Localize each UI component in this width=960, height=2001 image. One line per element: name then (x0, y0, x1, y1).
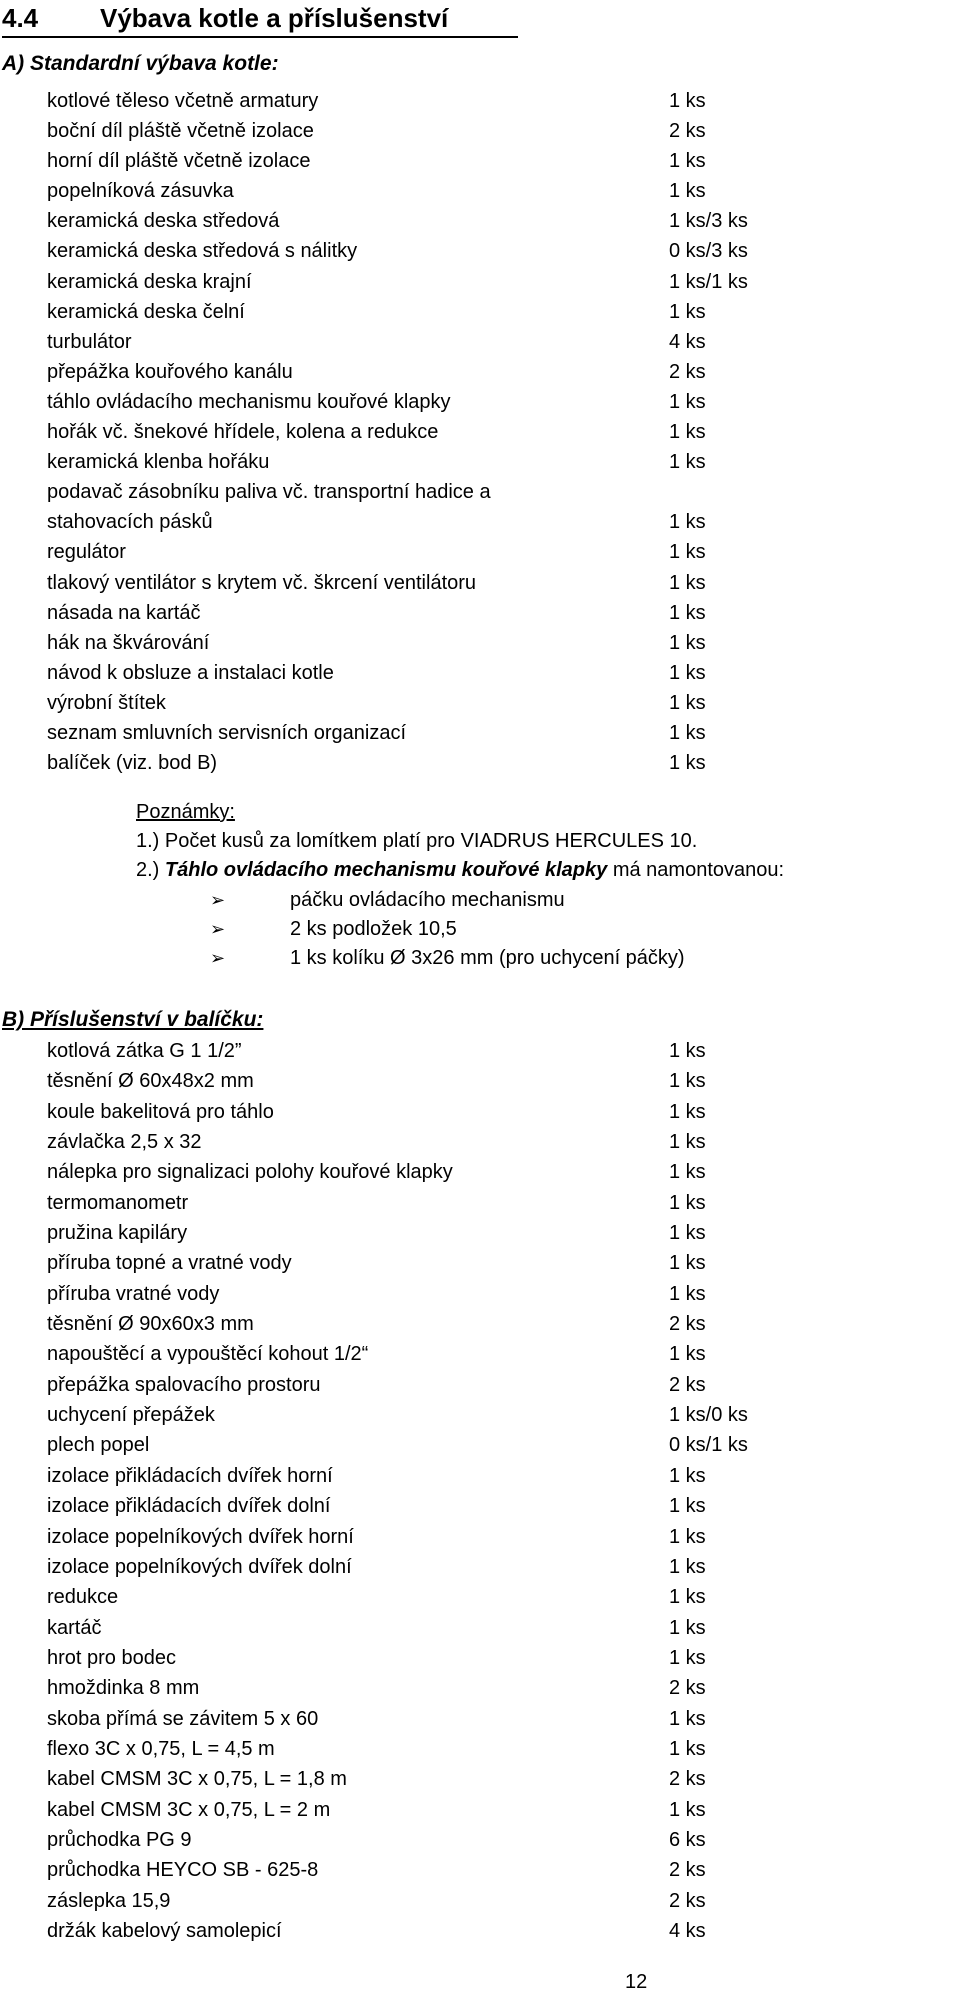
item-quantity: 1 ks/3 ks (669, 210, 748, 233)
item-quantity: 1 ks (669, 451, 706, 474)
item-quantity: 1 ks (669, 1191, 706, 1214)
list-item (0, 1188, 960, 1218)
list-item (0, 1734, 960, 1764)
note-2-suffix: má namontovanou: (607, 859, 785, 881)
item-name: keramická klenba hořáku (47, 451, 270, 474)
list-item (0, 327, 960, 357)
item-quantity: 1 ks (669, 1131, 706, 1154)
list-item (0, 1795, 960, 1825)
item-name: izolace přikládacích dvířek horní (47, 1464, 333, 1487)
item-quantity: 1 ks (669, 1464, 706, 1487)
item-name: flexo 3C x 0,75, L = 4,5 m (47, 1737, 275, 1760)
list-item (0, 628, 960, 658)
list-item (0, 688, 960, 718)
list-item (0, 1218, 960, 1248)
item-name: přepážka spalovacího prostoru (47, 1373, 321, 1396)
list-item (0, 176, 960, 206)
item-quantity: 2 ks (669, 360, 706, 383)
item-name: hořák vč. šnekové hřídele, kolena a redukce (47, 421, 439, 444)
item-quantity: 1 ks (669, 390, 706, 413)
section-b-list (0, 1036, 960, 1946)
item-name: napouštěcí a vypouštěcí kohout 1/2“ (47, 1343, 369, 1366)
item-name: seznam smluvních servisních organizací (47, 721, 407, 744)
list-item (0, 718, 960, 748)
item-quantity: 1 ks (669, 541, 706, 564)
list-item (0, 1582, 960, 1612)
item-quantity: 1 ks (669, 1222, 706, 1245)
item-name: hrot pro bodec (47, 1646, 176, 1669)
item-name: příruba vratné vody (47, 1282, 220, 1305)
item-name: plech popel (47, 1434, 150, 1457)
list-item (0, 1157, 960, 1187)
item-quantity: 1 ks (669, 1161, 706, 1184)
item-quantity: 2 ks (669, 1373, 706, 1396)
item-name: těsnění Ø 60x48x2 mm (47, 1070, 254, 1093)
item-quantity: 4 ks (669, 330, 706, 353)
item-name: termomanometr (47, 1191, 189, 1214)
item-name: návod k obsluze a instalaci kotle (47, 661, 334, 684)
item-quantity: 1 ks (669, 1100, 706, 1123)
note-bullet (210, 915, 457, 943)
note-2-prefix: 2.) (136, 859, 165, 881)
item-name: průchodka HEYCO SB - 625-8 (47, 1859, 319, 1882)
list-item (0, 417, 960, 447)
list-item (0, 1552, 960, 1582)
item-quantity: 1 ks (669, 1282, 706, 1305)
item-name: popelníková zásuvka (47, 180, 234, 203)
item-name: keramická deska středová (47, 210, 280, 233)
item-name: kartáč (47, 1616, 102, 1639)
list-item (0, 387, 960, 417)
item-quantity: 1 ks (669, 1798, 706, 1821)
item-quantity: 1 ks (669, 1707, 706, 1730)
section-a-list (0, 86, 960, 778)
note-bullet (210, 886, 565, 914)
list-item (0, 206, 960, 236)
note-1: 1.) Počet kusů za lomítkem platí pro VIADRUS HERCULES 10. (136, 830, 698, 852)
item-quantity: 1 ks (669, 1586, 706, 1609)
note-bullet-text: 1 ks kolíku Ø 3x26 mm (pro uchycení páčky) (290, 947, 685, 969)
heading-title: Výbava kotle a příslušenství (100, 3, 449, 33)
list-item (0, 1036, 960, 1066)
item-name: tlakový ventilátor s krytem vč. škrcení ventilátoru (47, 571, 477, 594)
item-name: kotlové těleso včetně armatury (47, 90, 319, 112)
page-number: 12 (625, 1971, 648, 1993)
item-quantity: 2 ks (669, 1859, 706, 1882)
item-quantity: 2 ks (669, 1768, 706, 1791)
list-item (0, 748, 960, 778)
list-item (0, 1886, 960, 1916)
section-heading (2, 0, 518, 38)
list-item (0, 1339, 960, 1369)
section-b-title: B) Příslušenství v balíčku: (2, 1008, 264, 1031)
item-name: pružina kapiláry (47, 1222, 188, 1245)
item-quantity: 0 ks/1 ks (669, 1434, 748, 1457)
item-quantity: 1 ks (669, 1040, 706, 1062)
list-item (0, 1066, 960, 1096)
section-a-title: A) Standardní výbava kotle: (2, 52, 279, 75)
list-item (0, 1916, 960, 1946)
item-name: koule bakelitová pro táhlo (47, 1100, 274, 1123)
item-name: boční díl pláště včetně izolace (47, 120, 314, 143)
item-name: příruba topné a vratné vody (47, 1252, 292, 1275)
list-item (0, 1279, 960, 1309)
item-quantity: 1 ks (669, 150, 706, 173)
item-quantity: 0 ks/3 ks (669, 240, 748, 263)
list-item (0, 297, 960, 327)
item-quantity: 1 ks (669, 421, 706, 444)
item-quantity: 1 ks (669, 691, 706, 714)
item-quantity: 1 ks (669, 571, 706, 594)
item-name: redukce (47, 1586, 119, 1609)
item-name: keramická deska středová s nálitky (47, 240, 358, 263)
list-item (0, 1097, 960, 1127)
item-name: kabel CMSM 3C x 0,75, L = 2 m (47, 1798, 331, 1821)
item-quantity: 1 ks (669, 1343, 706, 1366)
item-quantity: 1 ks (669, 1555, 706, 1578)
item-name: kotlová zátka G 1 1/2” (47, 1040, 242, 1062)
item-name: uchycení přepážek (47, 1404, 215, 1427)
list-item (0, 1430, 960, 1460)
item-quantity: 1 ks (669, 631, 706, 654)
item-quantity: 1 ks (669, 1737, 706, 1760)
item-name: izolace popelníkových dvířek dolní (47, 1555, 352, 1578)
list-item (0, 1248, 960, 1278)
item-quantity: 1 ks (669, 721, 706, 744)
list-item (0, 357, 960, 387)
item-quantity: 2 ks (669, 120, 706, 143)
list-item (0, 1127, 960, 1157)
note-bullet-text: páčku ovládacího mechanismu (290, 889, 565, 911)
item-name: podavač zásobníku paliva vč. transportní hadice a (47, 481, 491, 504)
list-item (0, 1613, 960, 1643)
note-bullet (210, 944, 685, 972)
note-2-emphasis: Táhlo ovládacího mechanismu kouřové klapky (164, 859, 608, 881)
item-quantity: 1 ks (669, 1525, 706, 1548)
list-item (0, 1370, 960, 1400)
item-quantity: 1 ks/1 ks (669, 270, 748, 293)
item-name: závlačka 2,5 x 32 (47, 1131, 202, 1154)
item-quantity: 2 ks (669, 1677, 706, 1700)
note-2 (136, 856, 784, 884)
item-name: držák kabelový samolepicí (47, 1919, 282, 1942)
item-name: hák na škvárování (47, 631, 210, 654)
list-item (0, 1400, 960, 1430)
notes-title: Poznámky: (136, 801, 235, 823)
item-quantity: 1 ks (669, 752, 706, 775)
list-item (0, 1673, 960, 1703)
arrow-bullet-icon: ➢ (210, 890, 226, 910)
list-item (0, 236, 960, 266)
list-item (0, 146, 960, 176)
item-name: izolace popelníkových dvířek horní (47, 1525, 354, 1548)
item-quantity: 6 ks (669, 1828, 706, 1851)
item-name: keramická deska čelní (47, 300, 245, 323)
list-item (0, 1764, 960, 1794)
item-name: regulátor (47, 541, 126, 564)
list-item (0, 1309, 960, 1339)
item-name: kabel CMSM 3C x 0,75, L = 1,8 m (47, 1768, 347, 1791)
item-name: výrobní štítek (47, 691, 166, 714)
list-item (0, 1704, 960, 1734)
list-item (0, 86, 960, 116)
list-item (0, 1855, 960, 1885)
item-quantity: 1 ks (669, 1495, 706, 1518)
list-item (0, 447, 960, 477)
note-bullet-text: 2 ks podložek 10,5 (290, 918, 457, 940)
list-item (0, 658, 960, 688)
list-item (0, 537, 960, 567)
item-name: přepážka kouřového kanálu (47, 360, 293, 383)
list-item (0, 267, 960, 297)
item-quantity: 4 ks (669, 1919, 706, 1942)
list-item (0, 568, 960, 598)
list-item (0, 477, 960, 537)
item-name: horní díl pláště včetně izolace (47, 150, 311, 173)
arrow-bullet-icon: ➢ (210, 948, 226, 968)
list-item (0, 1461, 960, 1491)
item-quantity: 1 ks (669, 180, 706, 203)
item-quantity: 1 ks (669, 1252, 706, 1275)
item-quantity: 1 ks (669, 511, 706, 534)
item-quantity: 2 ks (669, 1313, 706, 1336)
item-quantity: 1 ks (669, 300, 706, 323)
list-item (0, 1491, 960, 1521)
list-item (0, 116, 960, 146)
item-name: těsnění Ø 90x60x3 mm (47, 1313, 254, 1336)
item-name: izolace přikládacích dvířek dolní (47, 1495, 331, 1518)
item-name: skoba přímá se závitem 5 x 60 (47, 1707, 319, 1730)
item-name: násada na kartáč (47, 601, 201, 624)
item-quantity: 1 ks (669, 661, 706, 684)
item-quantity: 1 ks (669, 601, 706, 624)
item-name: balíček (viz. bod B) (47, 752, 218, 775)
item-quantity: 1 ks (669, 1616, 706, 1639)
list-item (0, 598, 960, 628)
item-quantity: 1 ks/0 ks (669, 1404, 748, 1427)
arrow-bullet-icon: ➢ (210, 919, 226, 939)
item-quantity: 2 ks (669, 1889, 706, 1912)
item-name: nálepka pro signalizaci polohy kouřové klapky (47, 1161, 453, 1184)
list-item (0, 1522, 960, 1552)
item-name: turbulátor (47, 330, 132, 353)
item-name: táhlo ovládacího mechanismu kouřové klapky (47, 390, 451, 413)
item-quantity: 1 ks (669, 90, 706, 112)
item-name: hmoždinka 8 mm (47, 1677, 200, 1700)
item-quantity: 1 ks (669, 1070, 706, 1093)
item-name: keramická deska krajní (47, 270, 252, 293)
item-name: záslepka 15,9 (47, 1889, 171, 1912)
list-item (0, 1825, 960, 1855)
list-item (0, 1643, 960, 1673)
heading-number: 4.4 (2, 3, 39, 33)
item-name: průchodka PG 9 (47, 1828, 192, 1851)
item-quantity: 1 ks (669, 1646, 706, 1669)
item-name-continued: stahovacích pásků (47, 511, 213, 534)
